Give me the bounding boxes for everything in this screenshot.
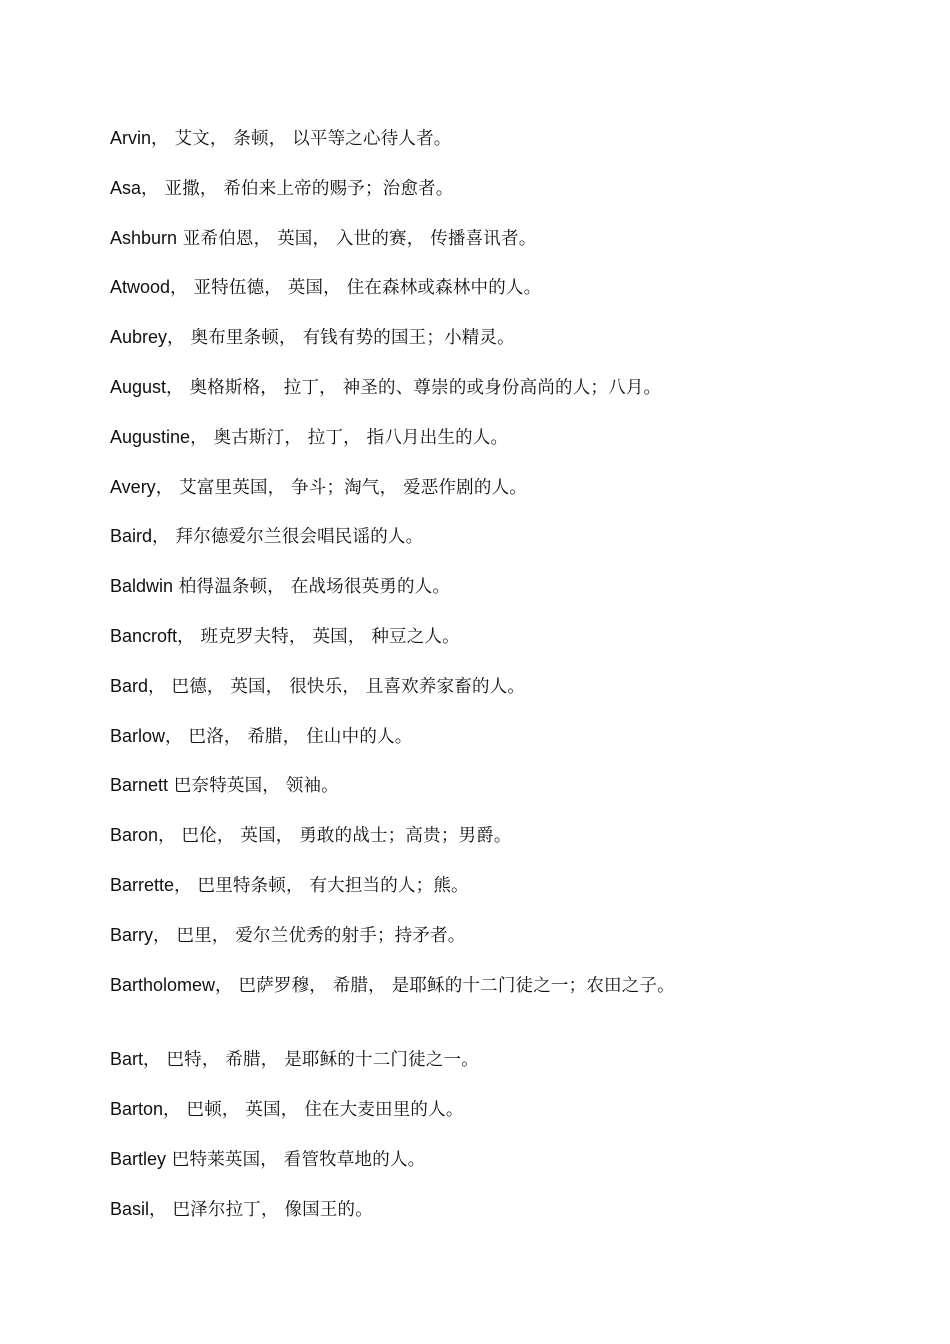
chinese-description: ， 艾富里英国， 争斗；淘气， 爱恶作剧的人。: [155, 478, 527, 498]
name-entry-barnett: [110, 774, 339, 797]
english-name: Basil: [110, 1199, 150, 1219]
chinese-description: 亚希伯恩， 英国， 入世的赛， 传播喜讯者。: [177, 229, 537, 249]
chinese-description: ， 奥古斯汀， 拉丁， 指八月出生的人。: [190, 428, 509, 448]
name-entry-bancroft: [110, 625, 460, 648]
english-name: Bartley: [110, 1149, 167, 1169]
name-entry-ashburn: [110, 227, 536, 250]
chinese-description: 柏得温条顿， 在战场很英勇的人。: [173, 577, 451, 597]
name-entry-august: [110, 376, 661, 399]
chinese-description: ， 巴萨罗穆， 希腊， 是耶稣的十二门徒之一；农田之子。: [215, 976, 675, 996]
english-name: Avery: [110, 477, 156, 497]
name-entry-barry: [110, 924, 465, 947]
english-name: Augustine: [110, 427, 191, 447]
english-name: Bart: [110, 1049, 144, 1069]
english-name: Baird: [110, 526, 153, 546]
chinese-description: ， 巴里， 爱尔兰优秀的射手；持矛者。: [153, 926, 466, 946]
name-entry-baron: [110, 824, 512, 847]
name-entry-basil: [110, 1198, 373, 1221]
english-name: Barrette: [110, 875, 175, 895]
name-entry-aubrey: [110, 326, 515, 349]
name-entry-barton: [110, 1098, 464, 1121]
name-entry-augustine: [110, 426, 508, 449]
english-name: Atwood: [110, 277, 171, 297]
chinese-description: ， 拜尔德爱尔兰很会唱民谣的人。: [152, 527, 424, 547]
chinese-description: ， 巴特， 希腊， 是耶稣的十二门徒之一。: [143, 1050, 479, 1070]
chinese-description: ， 奥布里条顿， 有钱有势的国王；小精灵。: [167, 328, 515, 348]
chinese-description: 巴奈特英国， 领袖。: [168, 776, 339, 796]
chinese-description: ， 巴泽尔拉丁， 像国王的。: [149, 1200, 373, 1220]
name-entry-barlow: [110, 725, 412, 748]
chinese-description: 巴特莱英国， 看管牧草地的人。: [166, 1150, 426, 1170]
name-entry-bart: [110, 1048, 479, 1071]
chinese-description: ， 巴顿， 英国， 住在大麦田里的人。: [163, 1100, 464, 1120]
english-name: Ashburn: [110, 228, 178, 248]
english-name: Bartholomew: [110, 975, 216, 995]
chinese-description: ， 亚特伍德， 英国， 住在森林或森林中的人。: [170, 278, 542, 298]
name-entry-barrette: [110, 874, 469, 897]
english-name: Barry: [110, 925, 154, 945]
english-name: Barnett: [110, 775, 169, 795]
english-name: Baron: [110, 825, 159, 845]
english-name: Barlow: [110, 726, 166, 746]
english-name: Baldwin: [110, 576, 174, 596]
chinese-description: ， 巴洛， 希腊， 住山中的人。: [165, 727, 413, 747]
name-entry-bard: [110, 675, 525, 698]
name-entry-asa: [110, 177, 453, 200]
english-name: Asa: [110, 178, 142, 198]
name-entry-arvin: [110, 127, 452, 150]
name-entry-bartley: [110, 1148, 425, 1171]
chinese-description: ， 艾文， 条顿， 以平等之心待人者。: [151, 129, 452, 149]
chinese-description: ， 巴德， 英国， 很快乐， 且喜欢养家畜的人。: [148, 677, 526, 697]
name-entry-baird: [110, 525, 423, 548]
english-name: August: [110, 377, 167, 397]
name-entry-atwood: [110, 276, 541, 299]
english-name: Arvin: [110, 128, 152, 148]
chinese-description: ， 奥格斯格， 拉丁， 神圣的、尊崇的或身份高尚的人；八月。: [166, 378, 662, 398]
english-name: Bard: [110, 676, 149, 696]
name-entry-avery: [110, 476, 527, 499]
name-entry-baldwin: [110, 575, 450, 598]
english-name: Barton: [110, 1099, 164, 1119]
chinese-description: ， 巴里特条顿， 有大担当的人；熊。: [174, 876, 469, 896]
name-entry-bartholomew: [110, 974, 675, 997]
english-name: Aubrey: [110, 327, 168, 347]
chinese-description: ， 亚撒， 希伯来上帝的赐予；治愈者。: [141, 179, 454, 199]
chinese-description: ， 班克罗夫特， 英国， 种豆之人。: [177, 627, 460, 647]
chinese-description: ， 巴伦， 英国， 勇敢的战士；高贵；男爵。: [158, 826, 512, 846]
english-name: Bancroft: [110, 626, 178, 646]
